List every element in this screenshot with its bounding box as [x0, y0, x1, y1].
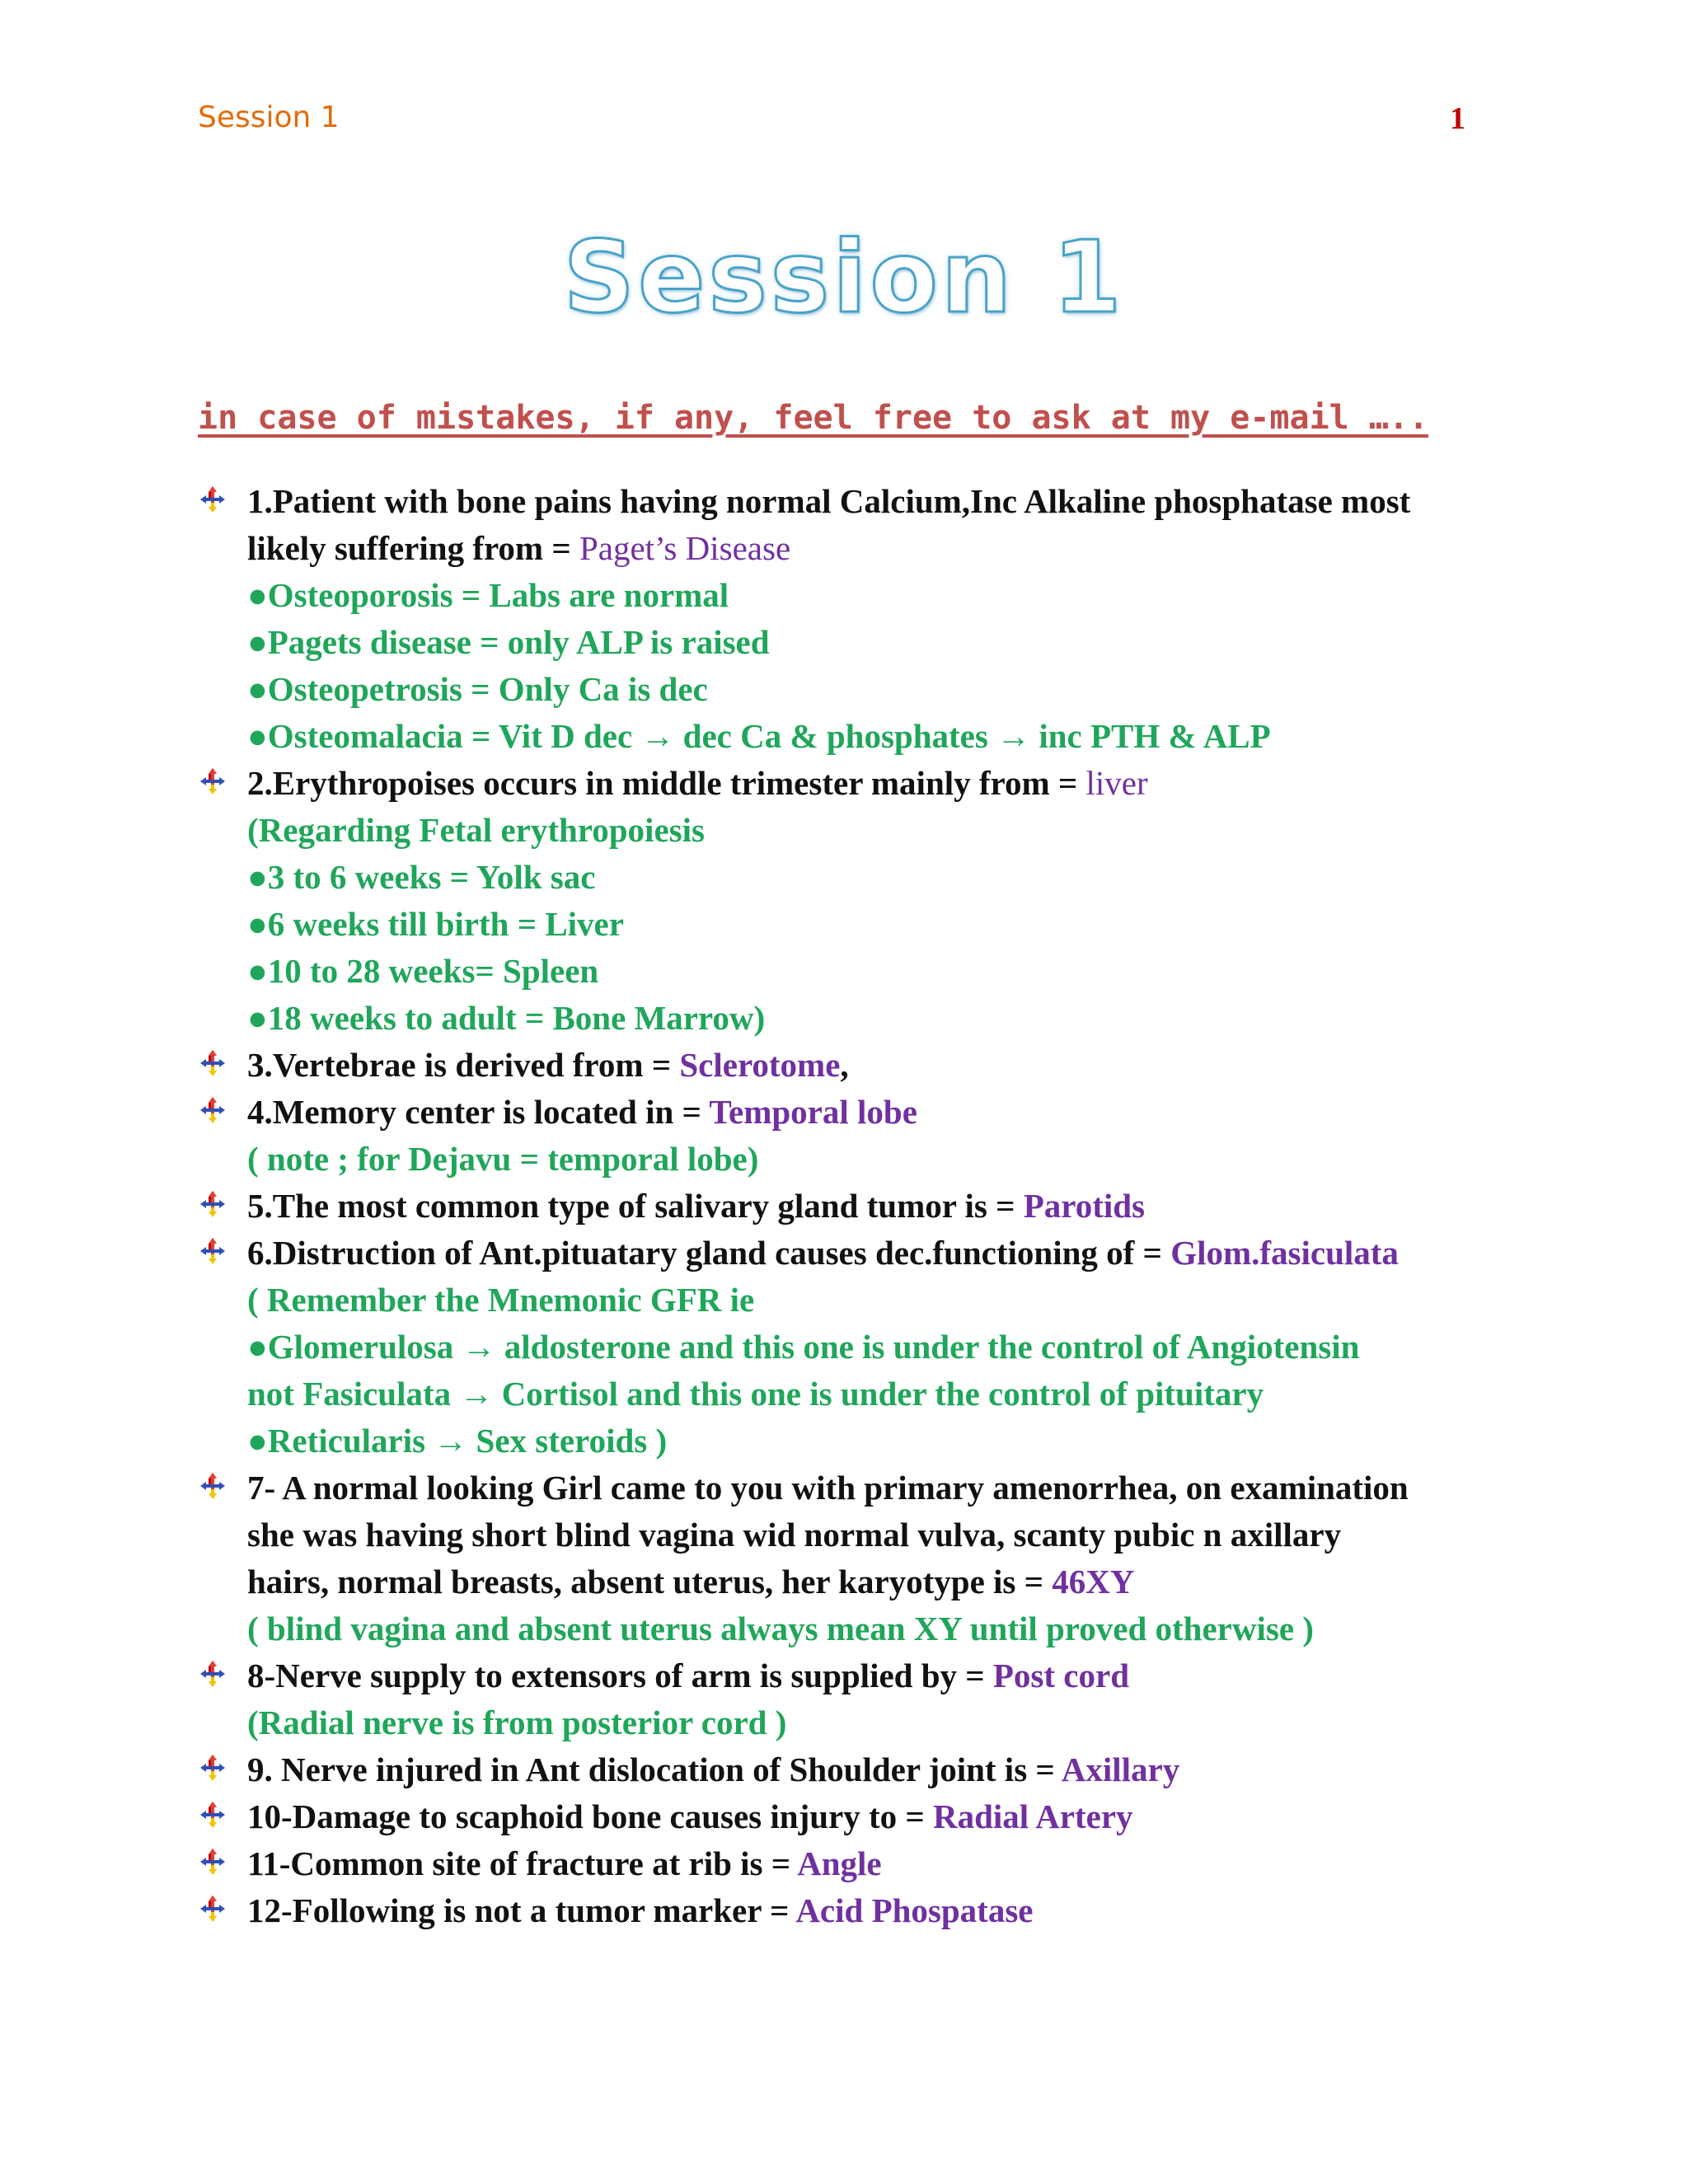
quad-arrow-bullet-icon — [198, 485, 227, 514]
answer-text: Glom.fasiculata — [1170, 1234, 1399, 1272]
question-item — [198, 1089, 1492, 1183]
question-text: 3.Vertebrae is derived from = — [247, 1046, 680, 1084]
explanation-note: ●Glomerulosa → aldosterone and this one is under the control of Angiotensin — [247, 1328, 1360, 1366]
page-number: 1 — [1450, 101, 1465, 136]
question-line — [247, 525, 1492, 572]
answer-text: Angle — [797, 1844, 882, 1882]
question-line — [247, 1558, 1492, 1605]
question-line — [247, 1183, 1492, 1230]
explanation-note: ●6 weeks till birth = Liver — [247, 905, 624, 943]
page-title: Session 1 — [563, 221, 1125, 335]
contact-notice: in case of mistakes, if any, feel free to ask at my e-mail ….. — [198, 399, 1429, 437]
quad-arrow-bullet-icon — [198, 1800, 227, 1830]
question-text: 2.Erythropoises occurs in middle trimester mainly from = — [247, 764, 1086, 802]
explanation-note: ●10 to 28 weeks= Spleen — [247, 952, 599, 990]
question-item — [198, 1652, 1492, 1746]
explanation-note: ●18 weeks to adult = Bone Marrow) — [247, 999, 766, 1037]
question-text: 5.The most common type of salivary gland tumor is = — [247, 1187, 1024, 1225]
trailing-punctuation: , — [840, 1046, 849, 1084]
question-line — [247, 1887, 1492, 1934]
quad-arrow-bullet-icon — [198, 1189, 227, 1219]
question-line — [247, 1089, 1492, 1136]
answer-text: Axillary — [1061, 1750, 1180, 1788]
question-item — [198, 1183, 1492, 1230]
question-line — [247, 1652, 1492, 1699]
answer-text: Temporal lobe — [709, 1093, 917, 1131]
explanation-note: ( blind vagina and absent uterus always mean XY until proved otherwise ) — [247, 1610, 1314, 1647]
quad-arrow-bullet-icon — [198, 1894, 227, 1924]
quad-arrow-bullet-icon — [198, 1659, 227, 1689]
question-line — [247, 1511, 1492, 1558]
explanation-note: ●Pagets disease = only ALP is raised — [247, 623, 770, 661]
question-text: she was having short blind vagina wid normal vulva, scanty pubic n axillary — [247, 1516, 1342, 1554]
question-line — [247, 1746, 1492, 1793]
question-text: 4.Memory center is located in = — [247, 1093, 710, 1131]
question-text: 10-Damage to scaphoid bone causes injury to = — [247, 1797, 933, 1835]
question-item — [198, 1746, 1492, 1793]
question-line — [247, 1793, 1492, 1840]
question-item — [198, 1042, 1492, 1089]
explanation-note: (Regarding Fetal erythropoiesis — [247, 811, 705, 849]
quad-arrow-bullet-icon — [198, 1847, 227, 1877]
question-item — [198, 760, 1492, 1042]
question-line — [247, 478, 1492, 525]
question-text: 6.Distruction of Ant.pituatary gland causes dec.functioning of = — [247, 1234, 1171, 1272]
question-text: hairs, normal breasts, absent uterus, her karyotype is = — [247, 1563, 1053, 1601]
explanation-note: ( note ; for Dejavu = temporal lobe) — [247, 1140, 759, 1178]
question-list — [198, 478, 1492, 1934]
running-head: Session 1 — [198, 101, 340, 134]
question-text: 9. Nerve injured in Ant dislocation of Shoulder joint is = — [247, 1750, 1062, 1788]
question-text: likely suffering from = — [247, 529, 579, 567]
explanation-note: ●Reticularis → Sex steroids ) — [247, 1422, 668, 1460]
answer-text: Post cord — [992, 1657, 1129, 1694]
explanation-note: ( Remember the Mnemonic GFR ie — [247, 1281, 755, 1319]
answer-text: Paget’s Disease — [579, 529, 791, 567]
quad-arrow-bullet-icon — [198, 1095, 227, 1125]
question-line — [247, 1465, 1492, 1511]
quad-arrow-bullet-icon — [198, 1236, 227, 1266]
question-text: 12-Following is not a tumor marker = — [247, 1891, 796, 1929]
quad-arrow-bullet-icon — [198, 766, 227, 796]
explanation-note: ●Osteopetrosis = Only Ca is dec — [247, 670, 708, 708]
question-item — [198, 1230, 1492, 1465]
explanation-note: not Fasiculata → Cortisol and this one is under the control of pituitary — [247, 1375, 1264, 1413]
answer-text: Sclerotome — [679, 1046, 841, 1084]
quad-arrow-bullet-icon — [198, 1471, 227, 1501]
question-line — [247, 1840, 1492, 1887]
question-text: 1.Patient with bone pains having normal Calcium,Inc Alkaline phosphatase most — [247, 482, 1411, 520]
question-line — [247, 1042, 1492, 1089]
question-text: 7- A normal looking Girl came to you with primary amenorrhea, on examination — [247, 1469, 1409, 1507]
question-text: 11-Common site of fracture at rib is = — [247, 1844, 798, 1882]
answer-text: Acid Phospatase — [795, 1891, 1034, 1929]
question-line — [247, 1230, 1492, 1277]
quad-arrow-bullet-icon — [198, 1753, 227, 1783]
explanation-note: ●3 to 6 weeks = Yolk sac — [247, 858, 596, 896]
answer-text: Radial Artery — [933, 1797, 1133, 1835]
question-item — [198, 478, 1492, 760]
question-text: 8-Nerve supply to extensors of arm is supplied by = — [247, 1657, 993, 1694]
quad-arrow-bullet-icon — [198, 1048, 227, 1078]
question-item — [198, 1840, 1492, 1887]
answer-text: Parotids — [1023, 1187, 1145, 1225]
question-item — [198, 1793, 1492, 1840]
question-item — [198, 1465, 1492, 1652]
explanation-note: (Radial nerve is from posterior cord ) — [247, 1704, 787, 1741]
answer-text: liver — [1085, 764, 1148, 802]
answer-text: 46XY — [1052, 1563, 1135, 1601]
question-item — [198, 1887, 1492, 1934]
explanation-note: ●Osteomalacia = Vit D dec → dec Ca & phosphates → inc PTH & ALP — [247, 717, 1271, 755]
question-line — [247, 760, 1492, 807]
explanation-note: ●Osteoporosis = Labs are normal — [247, 576, 729, 614]
